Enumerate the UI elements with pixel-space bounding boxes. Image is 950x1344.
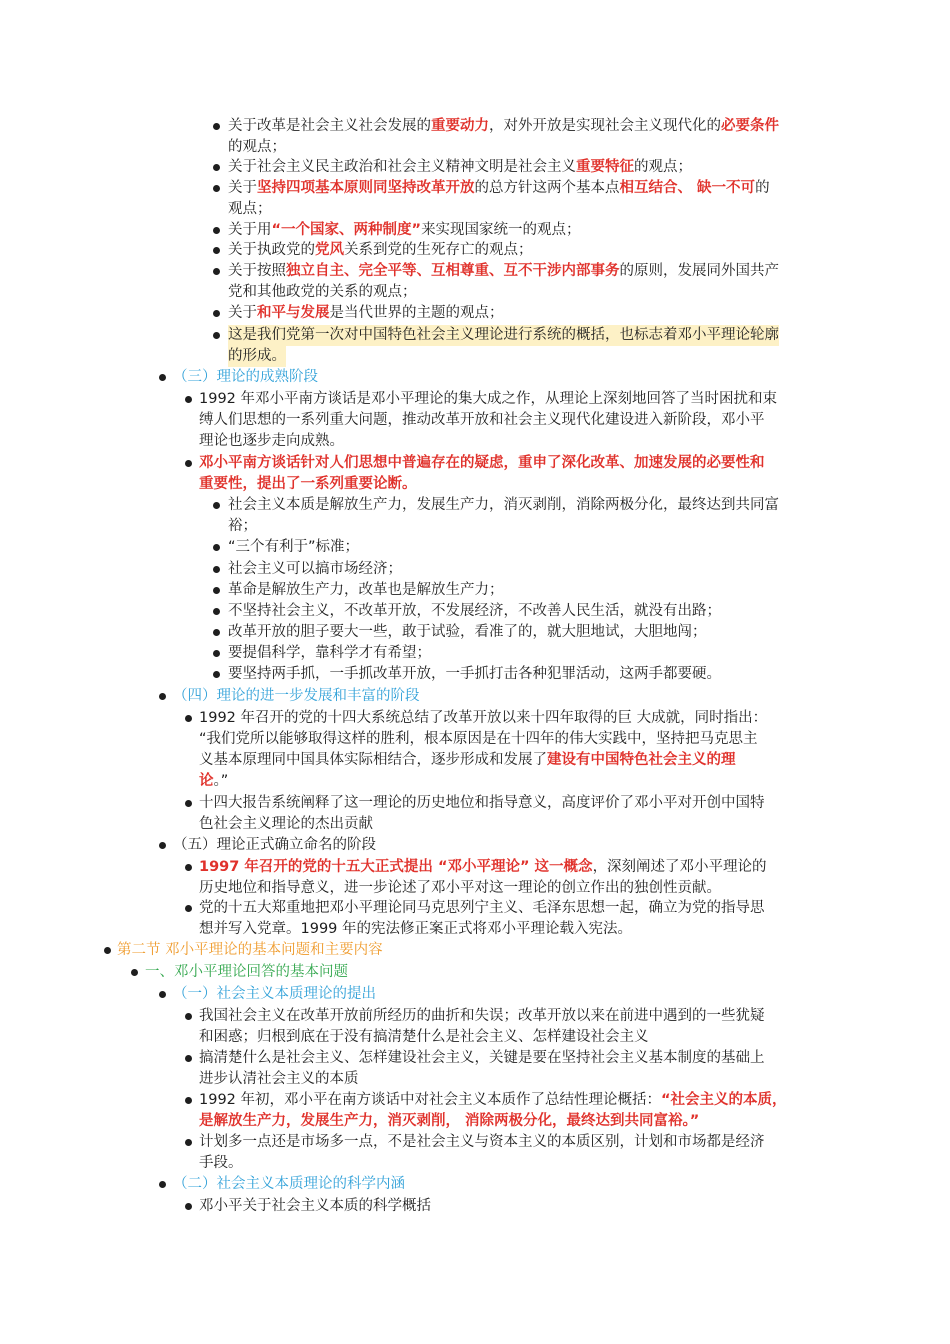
paragraph: 1997 年召开的党的十五大正式提出 “邓小平理论” 这一概念，深刻阐述了邓小平理论的 <box>199 859 767 875</box>
bullet <box>185 460 192 467</box>
bullet <box>185 1203 192 1210</box>
paragraph: 搞清楚什么是社会主义、怎样建设社会主义，关键是要在坚持社会主义基本制度的基础上 <box>199 1050 765 1066</box>
paragraph: 1992 年邓小平南方谈话是邓小平理论的集大成之作，从理论上深刻地回答了当时困扰和束 <box>199 391 778 407</box>
bullet <box>213 247 220 254</box>
bullet <box>185 1097 192 1104</box>
paragraph-cont: 是解放生产力，发展生产力，消灭剥削， 消除两极分化，最终达到共同富裕。” <box>199 1113 700 1129</box>
section-heading: （一）社会主义本质理论的提出 <box>173 986 376 1002</box>
bullet <box>213 629 220 636</box>
bullet <box>185 1139 192 1146</box>
bullet <box>159 991 166 998</box>
section-heading-4: （四）理论的进一步发展和丰富的阶段 <box>173 688 420 704</box>
bullet <box>213 185 220 192</box>
bullet <box>213 310 220 317</box>
list-item-cont: 党和其他政党的关系的观点； <box>228 284 417 300</box>
list-item: 关于改革是社会主义社会发展的重要动力，对外开放是实现社会主义现代化的必要条件 <box>228 118 779 134</box>
section-heading: （二）社会主义本质理论的科学内涵 <box>173 1176 405 1192</box>
list-item: 关于执政党的党风关系到党的生死存亡的观点； <box>228 242 533 258</box>
paragraph-cont: 义基本原理同中国具体实际相结合，逐步形成和发展了建设有中国特色社会主义的理 <box>199 752 736 768</box>
bullet <box>213 671 220 678</box>
paragraph: 党的十五大郑重地把邓小平理论同马克思列宁主义、毛泽东思想一起，确立为党的指导思 <box>199 900 765 916</box>
paragraph: 十四大报告系统阐释了这一理论的历史地位和指导意义，高度评价了邓小平对开创中国特 <box>199 795 765 811</box>
list-item: 要提倡科学，靠科学才有希望； <box>228 645 431 661</box>
list-item-cont: 的观点； <box>228 139 286 155</box>
paragraph-cont: 理论也逐步走向成熟。 <box>199 433 344 449</box>
key-statement-cont: 重要性，提出了一系列重要论断。 <box>199 476 417 492</box>
bullet <box>213 227 220 234</box>
paragraph: 1992 年召开的党的十四大系统总结了改革开放以来十四年取得的巨 大成就，同时指出： <box>199 710 768 726</box>
bullet <box>159 693 166 700</box>
bullet <box>185 864 192 871</box>
bullet <box>213 544 220 551</box>
paragraph-cont: 手段。 <box>199 1155 243 1171</box>
bullet <box>185 1055 192 1062</box>
paragraph: 邓小平关于社会主义本质的科学概括 <box>199 1198 431 1214</box>
bullet <box>213 332 220 339</box>
paragraph-cont: 和困惑；归根到底在于没有搞清楚什么是社会主义、怎样建设社会主义 <box>199 1029 649 1045</box>
paragraph-cont: 历史地位和指导意义，进一步论述了邓小平对这一理论的创立作出的独创性贡献。 <box>199 880 721 896</box>
bullet <box>213 268 220 275</box>
paragraph: 我国社会主义在改革开放前所经历的曲折和失误；改革开放以来在前进中遇到的一些犹疑 <box>199 1008 765 1024</box>
list-item-cont: 裕； <box>228 518 257 534</box>
bullet <box>213 164 220 171</box>
chapter-section-heading: 第二节 邓小平理论的基本问题和主要内容 <box>117 942 383 958</box>
key-statement: 邓小平南方谈话针对人们思想中普遍存在的疑虑，重申了深化改革、加速发展的必要性和 <box>199 455 765 471</box>
list-item-cont: 观点； <box>228 201 272 217</box>
bullet <box>213 650 220 657</box>
list-item: “三个有利于”标准； <box>228 539 360 555</box>
paragraph: 计划多一点还是市场多一点，不是社会主义与资本主义的本质区别，计划和市场都是经济 <box>199 1134 765 1150</box>
list-item: 社会主义本质是解放生产力，发展生产力，消灭剥削，消除两极分化，最终达到共同富 <box>228 497 779 513</box>
paragraph-cont: 想并写入党章。1999 年的宪法修正案正式将邓小平理论载入宪法。 <box>199 921 633 937</box>
list-item: 革命是解放生产力，改革也是解放生产力； <box>228 582 504 598</box>
bullet <box>159 842 166 849</box>
bullet <box>159 1181 166 1188</box>
bullet <box>185 905 192 912</box>
list-item: 要坚持两手抓，一手抓改革开放，一手抓打击各种犯罪活动，这两手都要硬。 <box>228 666 721 682</box>
bullet <box>159 374 166 381</box>
paragraph-cont: 论。” <box>199 773 229 789</box>
list-item: 关于和平与发展是当代世界的主题的观点； <box>228 305 504 321</box>
list-item: 社会主义可以搞市场经济； <box>228 561 402 577</box>
section-heading-3: （三）理论的成熟阶段 <box>173 369 318 385</box>
section-heading-5: （五）理论正式确立命名的阶段 <box>173 837 376 853</box>
highlighted-item: 这是我们党第一次对中国特色社会主义理论进行系统的概括，也标志着邓小平理论轮廓 <box>228 325 779 346</box>
highlighted-item-cont: 的形成。 <box>228 346 286 367</box>
bullet <box>213 608 220 615</box>
paragraph-cont: 进步认清社会主义的本质 <box>199 1071 359 1087</box>
bullet <box>185 396 192 403</box>
list-item: 关于用“一个国家、两种制度”来实现国家统一的观点； <box>228 222 581 238</box>
subsection-heading: 一、邓小平理论回答的基本问题 <box>145 964 348 980</box>
bullet <box>213 123 220 130</box>
list-item: 改革开放的胆子要大一些，敢于试验，看准了的，就大胆地试，大胆地闯； <box>228 624 707 640</box>
list-item: 关于社会主义民主政治和社会主义精神文明是社会主义重要特征的观点； <box>228 159 692 175</box>
paragraph-cont: 色社会主义理论的杰出贡献 <box>199 816 373 832</box>
bullet <box>213 502 220 509</box>
paragraph: 1992 年初，邓小平在南方谈话中对社会主义本质作了总结性理论概括：“社会主义的本质， <box>199 1092 787 1108</box>
bullet <box>131 969 138 976</box>
paragraph-cont: 缚人们思想的一系列重大问题，推动改革开放和社会主义现代化建设进入新阶段，邓小平 <box>199 412 765 428</box>
list-item: 关于按照独立自主、完全平等、互相尊重、互不干涉内部事务的原则，发展同外国共产 <box>228 263 779 279</box>
list-item: 关于坚持四项基本原则同坚持改革开放的总方针这两个基本点相互结合、 缺一不可的 <box>228 180 770 196</box>
bullet <box>185 1013 192 1020</box>
bullet <box>213 566 220 573</box>
list-item: 不坚持社会主义，不改革开放，不发展经济，不改善人民生活，就没有出路； <box>228 603 721 619</box>
paragraph-cont: “我们党所以能够取得这样的胜利，根本原因是在十四年的伟大实践中，坚持把马克思主 <box>199 731 758 747</box>
bullet <box>104 947 111 954</box>
bullet <box>185 800 192 807</box>
bullet <box>185 715 192 722</box>
bullet <box>213 587 220 594</box>
